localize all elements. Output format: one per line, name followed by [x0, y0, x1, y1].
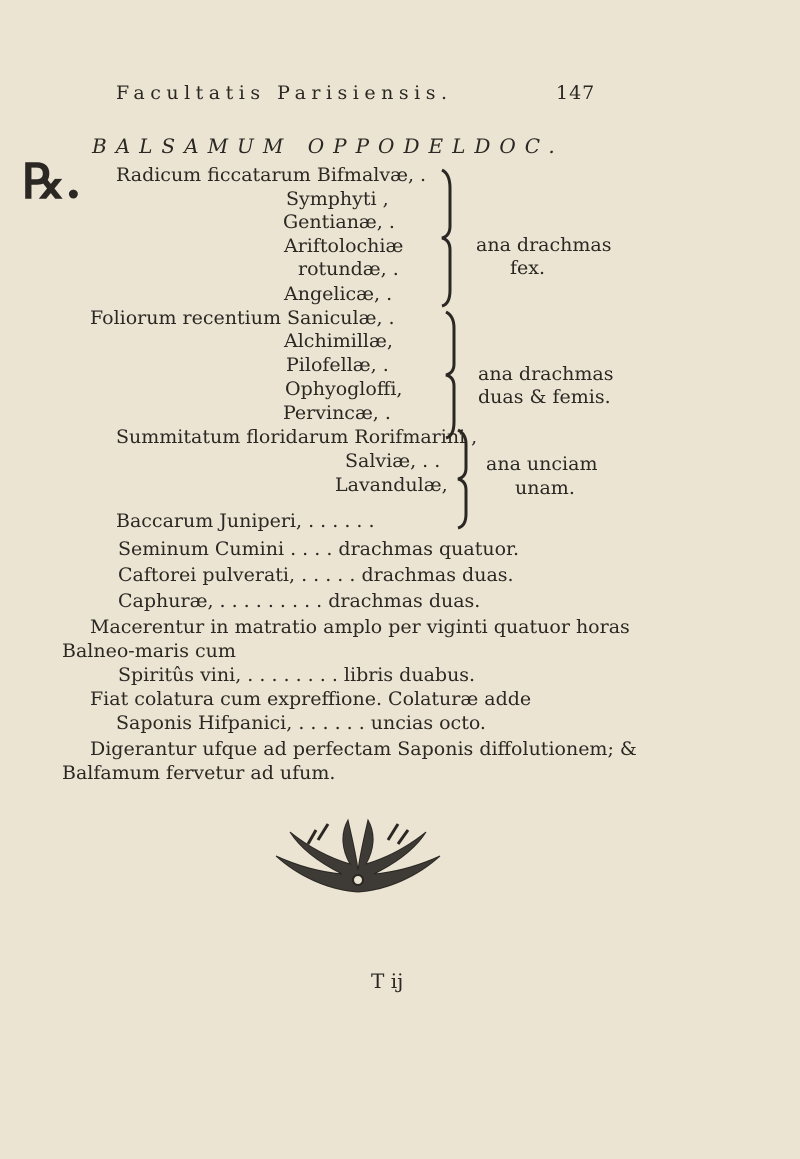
ingredient-line: Caphuræ, . . . . . . . . . drachmas duas. — [118, 590, 481, 612]
floral-ornament-icon — [258, 814, 458, 898]
ingredient-line: Summitatum floridarum Rorifmarini , — [116, 426, 478, 448]
instruction-line: Macerentur in matratio amplo per viginti quatuor horas — [90, 616, 630, 638]
instruction-line: Fiat colatura cum expreffione. Colaturæ adde — [90, 688, 532, 710]
instruction-line: Balneo-maris cum — [62, 640, 236, 662]
ingredient-line: Salviæ, . . — [345, 450, 441, 472]
dose-line: ana drachmas — [478, 363, 614, 385]
ingredient-line: Ophyogloffi, — [285, 378, 403, 400]
page-title: BALSAMUM OPPODELDOC. — [92, 134, 564, 158]
instruction-line: Balfamum fervetur ad ufum. — [62, 762, 336, 784]
ingredient-line: Seminum Cumini . . . . drachmas quatuor. — [118, 538, 520, 560]
instruction-line: Saponis Hifpanici, . . . . . . uncias octo. — [116, 712, 486, 734]
ingredient-line: Ariftolochiæ — [284, 235, 404, 257]
dose-line: ana drachmas — [476, 234, 612, 256]
page-number: 147 — [556, 82, 596, 104]
group2-brace — [440, 310, 462, 440]
ingredient-line: Caftorei pulverati, . . . . . drachmas duas. — [118, 564, 514, 586]
dose-line: unam. — [515, 477, 575, 499]
ingredient-line: Baccarum Juniperi, . . . . . . — [116, 510, 375, 532]
instruction-line: Digerantur ufque ad perfectam Saponis diffolutionem; & — [90, 738, 637, 760]
ingredient-line: rotundæ, . — [298, 258, 399, 280]
ingredient-line: Gentianæ, . — [283, 211, 395, 233]
dose-line: fex. — [510, 257, 546, 279]
ingredient-line: Pilofellæ, . — [286, 354, 389, 376]
instruction-line: Spiritûs vini, . . . . . . . . libris duabus. — [118, 664, 476, 686]
dose-line: ana unciam — [486, 453, 598, 475]
running-head: Facultatis Parisiensis. — [116, 82, 453, 104]
ingredient-line: Foliorum recentium Saniculæ, . — [90, 307, 395, 329]
ingredient-line: Angelicæ, . — [284, 283, 393, 305]
ingredient-line: Alchimillæ, — [284, 330, 393, 352]
recipe-symbol: ℞. — [22, 154, 82, 210]
dose-line: duas & femis. — [478, 386, 611, 408]
signature-mark: T ij — [371, 969, 404, 993]
group3-brace — [452, 428, 474, 530]
group1-brace — [436, 168, 458, 308]
ingredient-line: Radicum ficcatarum Bifmalvæ, . — [116, 164, 427, 186]
ingredient-line: Pervincæ, . — [283, 402, 391, 424]
ingredient-line: Symphyti , — [286, 188, 389, 210]
ingredient-line: Lavandulæ, — [335, 474, 448, 496]
